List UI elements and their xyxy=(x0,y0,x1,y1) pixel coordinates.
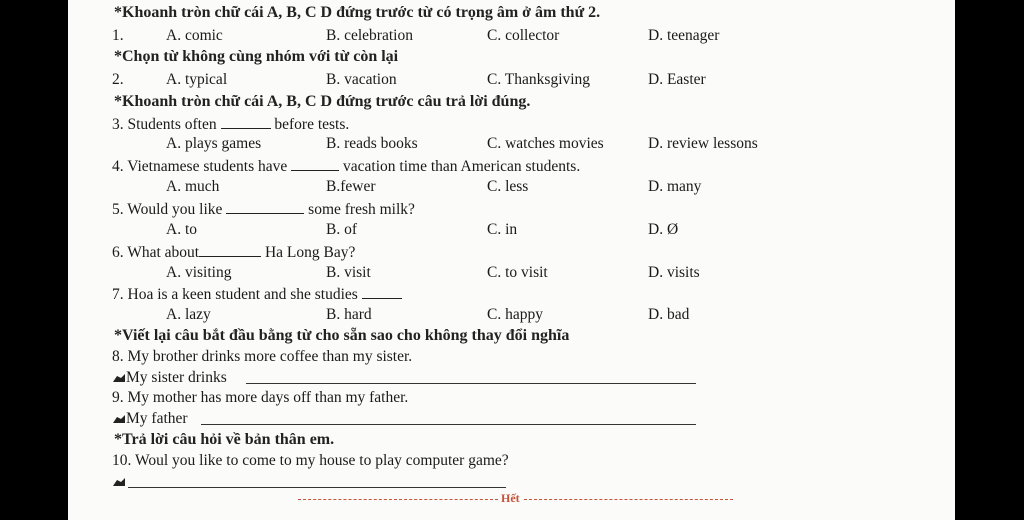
option-a[interactable]: A. typical xyxy=(166,71,228,88)
option-b[interactable]: B. of xyxy=(326,221,357,238)
option-c[interactable]: C. watches movies xyxy=(487,135,604,152)
footer-divider-left xyxy=(298,499,498,500)
answer-blank[interactable] xyxy=(226,199,304,214)
section-heading-rewrite: *Viết lại câu bắt đầu bằng từ cho sẵn sao cho không thay đổi nghĩa xyxy=(114,327,570,344)
answer-blank[interactable] xyxy=(221,114,271,129)
option-b[interactable]: B. celebration xyxy=(326,27,413,44)
footer-end-label: Hết xyxy=(501,491,520,505)
question-text: 4. Vietnamese students have xyxy=(112,158,288,175)
option-d[interactable]: D. Easter xyxy=(648,71,706,88)
section-heading-correct-answer: *Khoanh tròn chữ cái A, B, C D đứng trước câu trả lời đúng. xyxy=(114,93,531,110)
option-d[interactable]: D. Ø xyxy=(648,221,679,238)
option-b[interactable]: B. visit xyxy=(326,264,371,281)
section-heading-personal: *Trả lời câu hỏi về bản thân em. xyxy=(114,431,335,448)
question-number: 2. xyxy=(112,71,124,88)
option-c[interactable]: C. to visit xyxy=(487,264,548,281)
option-a[interactable]: A. to xyxy=(166,221,197,238)
question-text-end: vacation time than American students. xyxy=(343,158,581,175)
option-c[interactable]: C. collector xyxy=(487,27,560,44)
option-c[interactable]: C. happy xyxy=(487,306,543,323)
option-a[interactable]: A. visiting xyxy=(166,264,232,281)
rewrite-starter: My father xyxy=(126,410,188,427)
option-c[interactable]: C. in xyxy=(487,221,518,238)
answer-blank[interactable] xyxy=(362,284,402,299)
rewrite-starter: My sister drinks xyxy=(126,369,227,386)
option-d[interactable]: D. many xyxy=(648,178,702,195)
writing-hand-icon xyxy=(112,372,126,383)
answer-line[interactable] xyxy=(128,486,506,488)
section-heading-odd-one-out: *Chọn từ không cùng nhóm với từ còn lại xyxy=(114,48,399,65)
option-a[interactable]: A. comic xyxy=(166,27,223,44)
question-text: 6. What about xyxy=(112,244,200,261)
worksheet-page: *Khoanh tròn chữ cái A, B, C D đứng trước từ có trọng âm ở âm thứ 2. 1. A. comic B. celebration C. collector D. teenager *Chọn từ không cùng nhóm với từ còn lại 2. A. typical B. vacation C. Thanksgiving D. Easter *Khoanh tròn chữ cái A, B, C D đứng trước câu trả lời đúng. 3. Students often before tests. A. plays games B. reads books C. watches movies D. review lessons 4. Vietnamese students have vacation time than American students. A. much B.fewer C. less D. many 5. Would you like some fresh milk? A. to B. of C. in D. Ø 6. What about Ha Long Bay? A. visiting B. visit C. to visit D. visits 7. Hoa is a keen student and she studies A. lazy B. hard C. happy D. bad *Viết lại câu bắt đầu bằng từ cho sẵn sao cho không thay đổi nghĩa 8. My brother drinks more coffee than my sister. My sister drinks 9. My mother has more days off than my father. My father *Trả lời câu hỏi về bản thân em. 10. Woul you like to come to my house to play computer game? Hết xyxy=(68,0,955,520)
question-number: 1. xyxy=(112,27,124,44)
option-a[interactable]: A. plays games xyxy=(166,135,262,152)
question-text: 5. Would you like xyxy=(112,201,223,218)
question-text: 3. Students often xyxy=(112,116,217,133)
option-c[interactable]: C. Thanksgiving xyxy=(487,71,591,88)
option-d[interactable]: D. teenager xyxy=(648,27,720,44)
answer-blank[interactable] xyxy=(199,242,261,257)
option-b[interactable]: B. vacation xyxy=(326,71,397,88)
answer-line[interactable] xyxy=(246,382,696,384)
question-text-end: Ha Long Bay? xyxy=(264,244,356,261)
question-text-end: some fresh milk? xyxy=(308,201,415,218)
writing-hand-icon xyxy=(112,413,126,424)
option-b[interactable]: B. hard xyxy=(326,306,372,323)
section-heading-stress: *Khoanh tròn chữ cái A, B, C D đứng trước từ có trọng âm ở âm thứ 2. xyxy=(114,4,601,21)
option-d[interactable]: D. bad xyxy=(648,306,690,323)
option-d[interactable]: D. review lessons xyxy=(648,135,758,152)
option-a[interactable]: A. lazy xyxy=(166,306,211,323)
writing-hand-icon xyxy=(112,476,126,487)
option-a[interactable]: A. much xyxy=(166,178,220,195)
footer-divider-right xyxy=(524,499,733,500)
question-text-end: before tests. xyxy=(274,116,350,133)
option-c[interactable]: C. less xyxy=(487,178,529,195)
option-b[interactable]: B. reads books xyxy=(326,135,418,152)
answer-line[interactable] xyxy=(201,423,696,425)
option-d[interactable]: D. visits xyxy=(648,264,700,281)
question-text: 7. Hoa is a keen student and she studies xyxy=(112,286,358,303)
option-b[interactable]: B.fewer xyxy=(326,178,376,195)
answer-blank[interactable] xyxy=(291,156,339,171)
